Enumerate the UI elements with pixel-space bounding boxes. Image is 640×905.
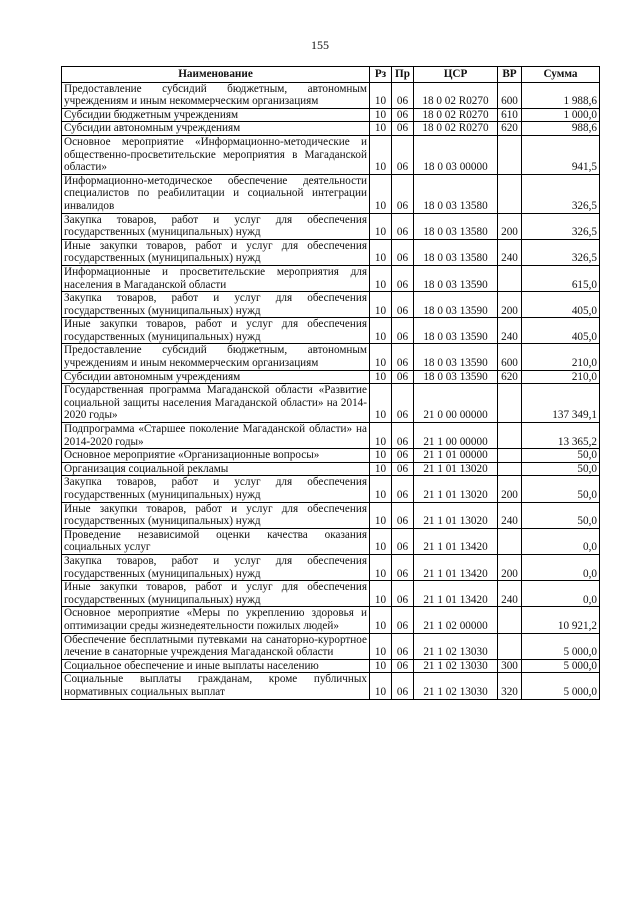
row-sum: 988,6 (522, 122, 600, 136)
row-pr: 06 (392, 370, 414, 384)
table-row (62, 318, 600, 344)
row-sum: 50,0 (522, 449, 600, 463)
row-csr: 18 0 03 13580 (414, 174, 498, 213)
row-pr: 06 (392, 384, 414, 423)
row-name: Основное мероприятие «Организационные вопросы» (62, 449, 370, 463)
table-row (62, 108, 600, 122)
row-csr: 21 0 00 00000 (414, 384, 498, 423)
table-row (62, 633, 600, 659)
row-pr: 06 (392, 108, 414, 122)
row-csr: 18 0 03 13590 (414, 292, 498, 318)
row-rz: 10 (370, 502, 392, 528)
row-csr: 21 1 00 00000 (414, 423, 498, 449)
row-rz: 10 (370, 135, 392, 174)
table-row (62, 449, 600, 463)
row-sum: 50,0 (522, 476, 600, 502)
header-csr: ЦСР (414, 67, 498, 83)
row-csr: 21 1 02 13030 (414, 673, 498, 699)
row-csr: 18 0 03 13590 (414, 370, 498, 384)
row-vr (498, 384, 522, 423)
row-vr: 300 (498, 659, 522, 673)
table-row (62, 528, 600, 554)
table-body (62, 82, 600, 699)
page-number: 155 (311, 38, 329, 52)
row-rz: 10 (370, 423, 392, 449)
row-vr: 200 (498, 476, 522, 502)
table-row (62, 292, 600, 318)
table-row (62, 581, 600, 607)
row-pr: 06 (392, 607, 414, 633)
row-rz: 10 (370, 213, 392, 239)
row-pr: 06 (392, 673, 414, 699)
row-sum: 5 000,0 (522, 659, 600, 673)
row-vr (498, 607, 522, 633)
row-pr: 06 (392, 423, 414, 449)
row-rz: 10 (370, 174, 392, 213)
row-sum: 50,0 (522, 462, 600, 476)
row-name: Субсидии автономным учреждениям (62, 122, 370, 136)
row-csr: 18 0 03 13590 (414, 265, 498, 291)
row-vr (498, 633, 522, 659)
table-row (62, 265, 600, 291)
row-pr: 06 (392, 528, 414, 554)
row-vr (498, 462, 522, 476)
table-row (62, 607, 600, 633)
row-sum: 210,0 (522, 344, 600, 370)
row-csr: 18 0 03 13590 (414, 318, 498, 344)
row-pr: 06 (392, 122, 414, 136)
row-rz: 10 (370, 239, 392, 265)
row-csr: 18 0 03 13590 (414, 344, 498, 370)
row-rz: 10 (370, 554, 392, 580)
table-row (62, 554, 600, 580)
row-vr: 600 (498, 82, 522, 108)
row-name: Закупка товаров, работ и услуг для обеспечения государственных (муниципальных) нужд (62, 292, 370, 318)
row-vr: 620 (498, 370, 522, 384)
row-vr: 610 (498, 108, 522, 122)
row-csr: 18 0 02 R0270 (414, 108, 498, 122)
row-name: Иные закупки товаров, работ и услуг для обеспечения государственных (муниципальных) нужд (62, 239, 370, 265)
row-vr: 240 (498, 502, 522, 528)
row-sum: 137 349,1 (522, 384, 600, 423)
row-sum: 0,0 (522, 581, 600, 607)
row-name: Предоставление субсидий бюджетным, автономным учреждениям и иным некоммерческим организациям (62, 82, 370, 108)
row-name: Социальное обеспечение и иные выплаты населению (62, 659, 370, 673)
row-sum: 5 000,0 (522, 633, 600, 659)
row-rz: 10 (370, 581, 392, 607)
row-pr: 06 (392, 292, 414, 318)
row-rz: 10 (370, 449, 392, 463)
header-pr: Пр (392, 67, 414, 83)
row-vr: 200 (498, 554, 522, 580)
header-name: Наименование (62, 67, 370, 83)
row-name: Социальные выплаты гражданам, кроме публичных нормативных социальных выплат (62, 673, 370, 699)
row-rz: 10 (370, 82, 392, 108)
row-name: Основное мероприятие «Информационно-методические и общественно-просветительские мероприятия в Магаданской области» (62, 135, 370, 174)
table-row (62, 502, 600, 528)
row-csr: 21 1 02 00000 (414, 607, 498, 633)
row-csr: 18 0 02 R0270 (414, 82, 498, 108)
row-pr: 06 (392, 502, 414, 528)
row-rz: 10 (370, 607, 392, 633)
row-pr: 06 (392, 82, 414, 108)
row-name: Подпрограмма «Старшее поколение Магаданской области» на 2014-2020 годы» (62, 423, 370, 449)
row-rz: 10 (370, 122, 392, 136)
row-sum: 0,0 (522, 554, 600, 580)
row-csr: 18 0 03 13580 (414, 213, 498, 239)
table-row (62, 239, 600, 265)
row-name: Субсидии бюджетным учреждениям (62, 108, 370, 122)
row-vr: 240 (498, 318, 522, 344)
row-sum: 941,5 (522, 135, 600, 174)
row-pr: 06 (392, 462, 414, 476)
row-sum: 405,0 (522, 292, 600, 318)
row-name: Закупка товаров, работ и услуг для обеспечения государственных (муниципальных) нужд (62, 213, 370, 239)
row-sum: 405,0 (522, 318, 600, 344)
row-csr: 21 1 01 13020 (414, 476, 498, 502)
row-name: Закупка товаров, работ и услуг для обеспечения государственных (муниципальных) нужд (62, 476, 370, 502)
row-name: Проведение независимой оценки качества оказания социальных услуг (62, 528, 370, 554)
row-name: Иные закупки товаров, работ и услуг для обеспечения государственных (муниципальных) нужд (62, 581, 370, 607)
row-vr (498, 265, 522, 291)
row-rz: 10 (370, 476, 392, 502)
row-rz: 10 (370, 108, 392, 122)
table-row (62, 384, 600, 423)
row-csr: 21 1 01 13420 (414, 581, 498, 607)
table-row (62, 423, 600, 449)
row-pr: 06 (392, 213, 414, 239)
row-rz: 10 (370, 528, 392, 554)
row-rz: 10 (370, 384, 392, 423)
row-name: Закупка товаров, работ и услуг для обеспечения государственных (муниципальных) нужд (62, 554, 370, 580)
row-csr: 21 1 01 13020 (414, 502, 498, 528)
table-row (62, 213, 600, 239)
row-name: Иные закупки товаров, работ и услуг для обеспечения государственных (муниципальных) нужд (62, 318, 370, 344)
row-vr (498, 135, 522, 174)
table-row (62, 462, 600, 476)
row-rz: 10 (370, 370, 392, 384)
row-sum: 5 000,0 (522, 673, 600, 699)
row-pr: 06 (392, 344, 414, 370)
table-row (62, 135, 600, 174)
row-pr: 06 (392, 174, 414, 213)
row-vr (498, 449, 522, 463)
row-name: Предоставление субсидий бюджетным, автономным учреждениям и иным некоммерческим организациям (62, 344, 370, 370)
table-row (62, 122, 600, 136)
row-name: Государственная программа Магаданской области «Развитие социальной защиты населения Магаданской области» на 2014-2020 годы» (62, 384, 370, 423)
row-csr: 21 1 02 13030 (414, 633, 498, 659)
row-csr: 21 1 02 13030 (414, 659, 498, 673)
row-vr (498, 528, 522, 554)
row-sum: 210,0 (522, 370, 600, 384)
row-vr: 240 (498, 239, 522, 265)
row-sum: 326,5 (522, 239, 600, 265)
row-rz: 10 (370, 659, 392, 673)
header-vr: ВР (498, 67, 522, 83)
row-sum: 326,5 (522, 213, 600, 239)
row-vr: 600 (498, 344, 522, 370)
row-csr: 21 1 01 00000 (414, 449, 498, 463)
row-vr: 200 (498, 213, 522, 239)
row-vr (498, 174, 522, 213)
row-name: Субсидии автономным учреждениям (62, 370, 370, 384)
table-row (62, 82, 600, 108)
row-sum: 615,0 (522, 265, 600, 291)
row-rz: 10 (370, 344, 392, 370)
row-name: Иные закупки товаров, работ и услуг для обеспечения государственных (муниципальных) нужд (62, 502, 370, 528)
row-rz: 10 (370, 633, 392, 659)
table-row (62, 673, 600, 699)
table-row (62, 174, 600, 213)
row-pr: 06 (392, 633, 414, 659)
row-csr: 21 1 01 13420 (414, 528, 498, 554)
table-header-row (62, 67, 600, 83)
row-pr: 06 (392, 318, 414, 344)
row-csr: 18 0 03 13580 (414, 239, 498, 265)
row-pr: 06 (392, 449, 414, 463)
row-sum: 50,0 (522, 502, 600, 528)
row-sum: 1 000,0 (522, 108, 600, 122)
table-row (62, 344, 600, 370)
row-name: Основное мероприятие «Меры по укреплению здоровья и оптимизации среды жизнедеятельности пожилых людей» (62, 607, 370, 633)
row-sum: 0,0 (522, 528, 600, 554)
table-row (62, 476, 600, 502)
row-csr: 18 0 02 R0270 (414, 122, 498, 136)
row-name: Организация социальной рекламы (62, 462, 370, 476)
row-vr: 200 (498, 292, 522, 318)
row-pr: 06 (392, 265, 414, 291)
row-rz: 10 (370, 318, 392, 344)
row-rz: 10 (370, 265, 392, 291)
row-csr: 21 1 01 13020 (414, 462, 498, 476)
row-sum: 10 921,2 (522, 607, 600, 633)
row-name: Обеспечение бесплатными путевками на санаторно-курортное лечение в санаторные учреждения Магаданской области (62, 633, 370, 659)
header-sum: Сумма (522, 67, 600, 83)
row-rz: 10 (370, 462, 392, 476)
row-sum: 326,5 (522, 174, 600, 213)
budget-table (61, 66, 600, 700)
row-pr: 06 (392, 135, 414, 174)
row-sum: 1 988,6 (522, 82, 600, 108)
row-rz: 10 (370, 292, 392, 318)
row-vr: 620 (498, 122, 522, 136)
row-csr: 21 1 01 13420 (414, 554, 498, 580)
row-csr: 18 0 03 00000 (414, 135, 498, 174)
row-pr: 06 (392, 239, 414, 265)
row-name: Информационно-методическое обеспечение деятельности специалистов по реабилитации и социальной интеграции инвалидов (62, 174, 370, 213)
row-pr: 06 (392, 659, 414, 673)
row-vr: 320 (498, 673, 522, 699)
row-pr: 06 (392, 476, 414, 502)
table-row (62, 370, 600, 384)
table-row (62, 659, 600, 673)
row-rz: 10 (370, 673, 392, 699)
row-pr: 06 (392, 581, 414, 607)
row-vr (498, 423, 522, 449)
row-sum: 13 365,2 (522, 423, 600, 449)
row-vr: 240 (498, 581, 522, 607)
row-name: Информационные и просветительские мероприятия для населения в Магаданской области (62, 265, 370, 291)
header-rz: Рз (370, 67, 392, 83)
row-pr: 06 (392, 554, 414, 580)
